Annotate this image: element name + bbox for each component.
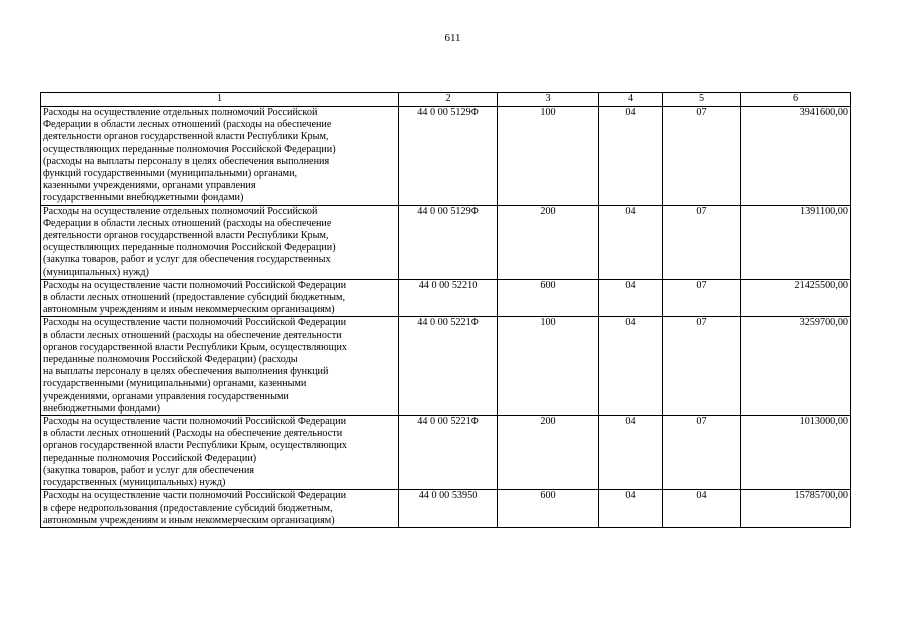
- expense-type-code: 100: [498, 107, 599, 206]
- description-line: в области лесных отношений (расходы на обеспечение деятельности: [43, 329, 342, 341]
- description-line: осуществляющих переданные полномочия Российской Федерации): [43, 143, 336, 155]
- amount-value: 1391100,00: [741, 205, 851, 279]
- section-code: 04: [599, 317, 663, 416]
- target-article-code: 44 0 00 5221Ф: [399, 317, 498, 416]
- amount-value: 1013000,00: [741, 416, 851, 490]
- description-line: (закупка товаров, работ и услуг для обеспечения: [43, 464, 255, 476]
- description-line: на выплаты персоналу в целях обеспечения выполнения функций: [43, 366, 329, 378]
- description-line: государственных (муниципальных) нужд): [43, 477, 226, 489]
- expense-description: [41, 490, 399, 528]
- description-line: в области лесных отношений (Расходы на обеспечение деятельности: [43, 428, 343, 440]
- description-line: государственными (муниципальными) органами, казенными: [43, 378, 307, 390]
- target-article-code: 44 0 00 5129Ф: [399, 205, 498, 279]
- table-row: [41, 490, 851, 528]
- section-code: 04: [599, 107, 663, 206]
- target-article-code: 44 0 00 5129Ф: [399, 107, 498, 206]
- target-article-code: 44 0 00 5221Ф: [399, 416, 498, 490]
- subsection-code: 07: [663, 317, 741, 416]
- column-header-6: 6: [741, 93, 851, 107]
- subsection-code: 07: [663, 205, 741, 279]
- column-header-2: 2: [399, 93, 498, 107]
- description-line: органов государственной власти Республики Крым, осуществляющих: [43, 341, 347, 353]
- description-line: автономным учреждениям и иным некоммерческим организациям): [43, 514, 335, 526]
- table-row: [41, 416, 851, 490]
- amount-value: 15785700,00: [741, 490, 851, 528]
- table-row: [41, 317, 851, 416]
- description-line: (муниципальных) нужд): [43, 266, 149, 278]
- description-line: внебюджетными фондами): [43, 402, 161, 414]
- table-row: [41, 107, 851, 206]
- description-line: в области лесных отношений (предоставление субсидий бюджетным,: [43, 292, 345, 304]
- expense-description: [41, 107, 399, 206]
- table-row: [41, 279, 851, 317]
- description-line: (закупка товаров, работ и услуг для обеспечения государственных: [43, 254, 331, 266]
- subsection-code: 04: [663, 490, 741, 528]
- column-header-1: 1: [41, 93, 399, 107]
- description-line: Расходы на осуществление части полномочий Российской Федерации: [43, 279, 347, 291]
- expense-description: [41, 279, 399, 317]
- expense-description: [41, 317, 399, 416]
- expense-description: [41, 416, 399, 490]
- description-line: Расходы на осуществление отдельных полномочий Российской: [43, 205, 318, 217]
- expense-description: [41, 205, 399, 279]
- description-line: органов государственной власти Республики Крым, осуществляющих: [43, 440, 347, 452]
- description-line: переданные полномочия Российской Федерации) (расходы: [43, 354, 298, 366]
- column-header-5: 5: [663, 93, 741, 107]
- expense-type-code: 200: [498, 416, 599, 490]
- column-header-3: 3: [498, 93, 599, 107]
- description-line: Федерации в области лесных отношений (расходы на обеспечение: [43, 119, 332, 131]
- description-line: осуществляющих переданные полномочия Российской Федерации): [43, 242, 336, 254]
- description-line: (расходы на выплаты персоналу в целях обеспечения выполнения: [43, 155, 330, 167]
- description-line: казенными учреждениями, органами управления: [43, 180, 256, 192]
- expense-type-code: 600: [498, 490, 599, 528]
- amount-value: 21425500,00: [741, 279, 851, 317]
- expense-type-code: 200: [498, 205, 599, 279]
- section-code: 04: [599, 416, 663, 490]
- section-code: 04: [599, 205, 663, 279]
- subsection-code: 07: [663, 279, 741, 317]
- header-row: [41, 93, 851, 107]
- amount-value: 3259700,00: [741, 317, 851, 416]
- description-line: переданные полномочия Российской Федерации): [43, 452, 257, 464]
- description-line: Расходы на осуществление части полномочий Российской Федерации: [43, 416, 347, 428]
- subsection-code: 07: [663, 107, 741, 206]
- subsection-code: 07: [663, 416, 741, 490]
- description-line: Расходы на осуществление отдельных полномочий Российской: [43, 107, 318, 118]
- description-line: в сфере недропользования (предоставление субсидий бюджетным,: [43, 502, 333, 514]
- description-line: деятельности органов государственной власти Республики Крым,: [43, 131, 329, 143]
- budget-table: [40, 92, 851, 528]
- description-line: государственными внебюджетными фондами): [43, 192, 244, 204]
- description-line: деятельности органов государственной власти Республики Крым,: [43, 230, 329, 242]
- description-line: Расходы на осуществление части полномочий Российской Федерации: [43, 317, 347, 329]
- target-article-code: 44 0 00 53950: [399, 490, 498, 528]
- description-line: автономным учреждениям и иным некоммерческим организациям): [43, 304, 335, 316]
- description-line: Федерации в области лесных отношений (расходы на обеспечение: [43, 217, 332, 229]
- expense-type-code: 600: [498, 279, 599, 317]
- column-header-4: 4: [599, 93, 663, 107]
- target-article-code: 44 0 00 52210: [399, 279, 498, 317]
- page-number: 611: [444, 32, 461, 44]
- amount-value: 3941600,00: [741, 107, 851, 206]
- description-line: Расходы на осуществление части полномочий Российской Федерации: [43, 490, 347, 502]
- description-line: учреждениями, органами управления государственными: [43, 390, 289, 402]
- section-code: 04: [599, 490, 663, 528]
- table-row: [41, 205, 851, 279]
- description-line: функций государственными (муниципальными) органами,: [43, 168, 298, 180]
- expense-type-code: 100: [498, 317, 599, 416]
- section-code: 04: [599, 279, 663, 317]
